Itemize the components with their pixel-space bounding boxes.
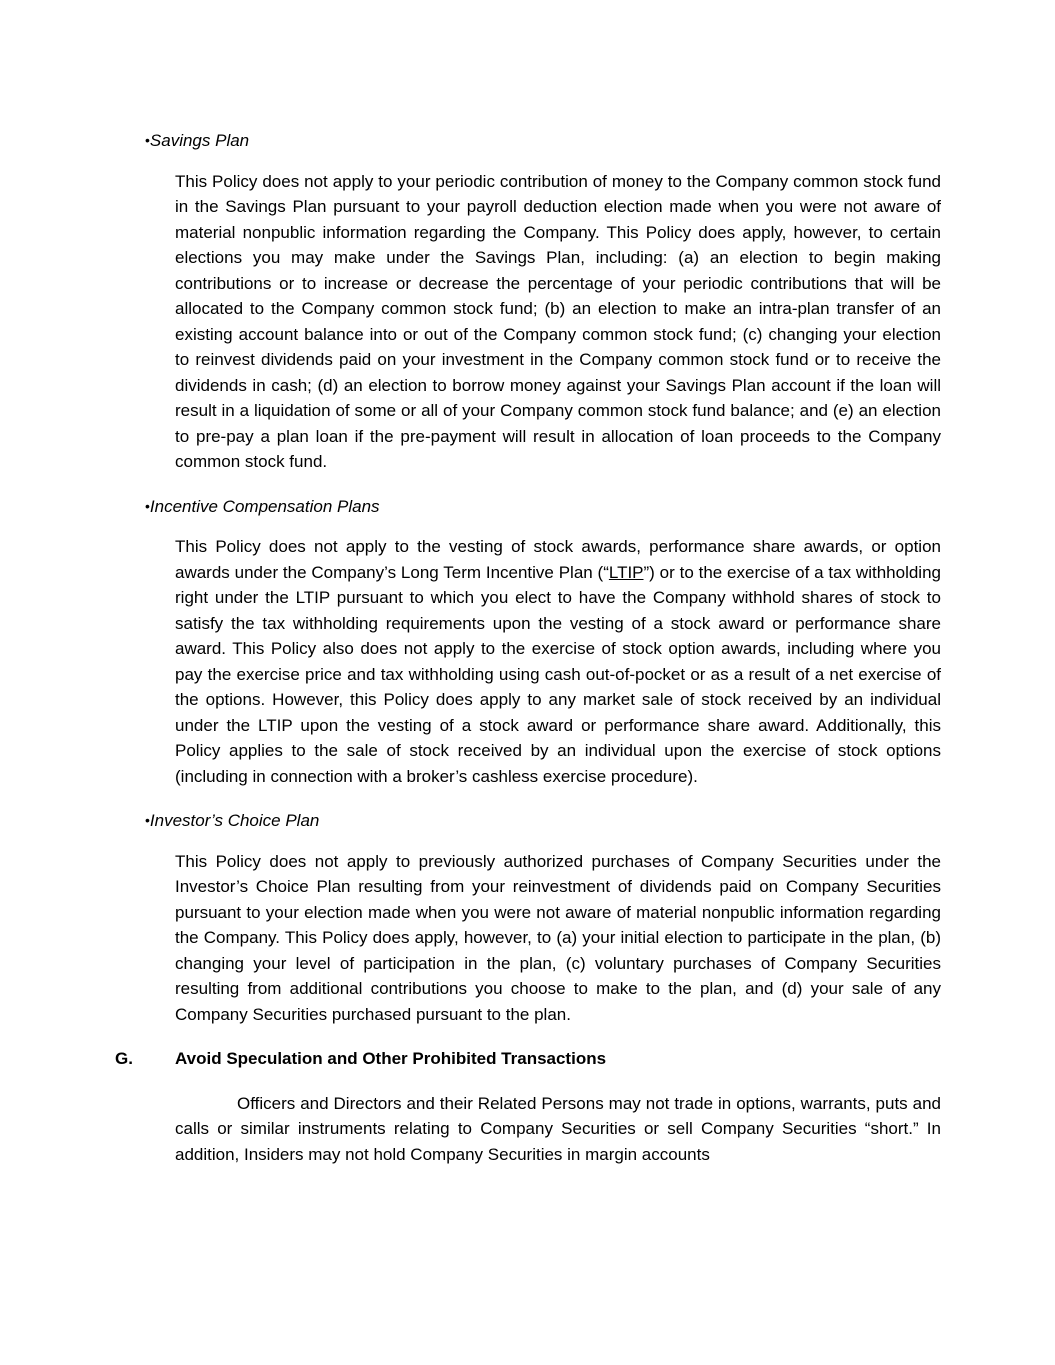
section-letter: G. xyxy=(115,1049,133,1068)
bullet-icon: • xyxy=(145,812,150,828)
bullet-heading-label: Savings Plan xyxy=(149,131,250,150)
paragraph-investors-choice-plan: This Policy does not apply to previously authorized purchases of Company Securities under the Investor’s Choice Plan resulting from your reinvestment of dividends paid on Company Securities pursuant to your election made when you were not aware of material nonpublic information regarding the Company. This Policy does apply, however, to (a) your initial election to participate in the plan, (b) changing your level of participation in the plan, (c) voluntary purchases of Company Securities resulting from additional contributions you choose to make to the plan, and (d) your sale of any Company Securities purchased pursuant to the plan. xyxy=(175,851,941,1024)
bullet-icon: • xyxy=(145,132,150,148)
ltip-defined-term: LTIP xyxy=(608,562,644,582)
paragraph-savings-plan: This Policy does not apply to your periodic contribution of money to the Company common stock fund in the Savings Plan pursuant to your payroll deduction election made when you were not aware of material nonpublic information regarding the Company. This Policy does apply, however, to certain elections you may make under the Savings Plan, including: (a) an election to begin making contributions or to increase or decrease the percentage of your periodic contributions that will be allocated to the Company common stock fund; (b) an election to make an intra-plan transfer of an existing account balance into or out of the Company common stock fund; (c) changing your election to reinvest dividends paid on your investment in the Company common stock fund or to receive the dividends in cash; (d) an election to borrow money against your Savings Plan account if the loan will result in a liquidation of some or all of your Company common stock fund balance; and (e) an election to pre-pay a plan loan if the pre-payment will result in allocation of loan proceeds to the Company common stock fund. xyxy=(175,171,941,471)
bullet-heading-investors-choice-plan xyxy=(115,808,941,834)
paragraph-section-g: Officers and Directors and their Related Persons may not trade in options, warrants, puts and calls or similar instruments relating to Company Securities or sell Company Securities “short.” In addition, Insiders may not hold Company Securities in margin accounts xyxy=(175,1093,941,1164)
paragraph-text-before-ltip: This Policy does not apply to the vesting of stock awards, performance share awards, or option awards under the Company’s Long Term Incentive Plan (“ xyxy=(175,537,941,582)
bullet-heading-label: Investor’s Choice Plan xyxy=(149,811,320,830)
paragraph-text-after-ltip: ”) or to the exercise of a tax withholding right under the LTIP pursuant to which you elect to have the Company withhold shares of stock to satisfy the tax withholding requirements upon the vesting of a stock award or performance share award. This Policy also does not apply to the exercise of stock option awards, including where you pay the exercise price and tax withholding using cash out-of-pocket or as a result of a net exercise of the options. However, this Policy does apply to any market sale of stock received by an individual under the LTIP upon the vesting of a stock award or performance share award. Additionally, this Policy applies to the sale of stock received by an individual upon the exercise of stock options (including in connection with a broker’s cashless exercise procedure). xyxy=(175,562,941,786)
bullet-heading-incentive-plans xyxy=(115,494,941,520)
section-heading-g xyxy=(115,1046,941,1072)
paragraph-incentive-plans xyxy=(175,534,941,789)
bullet-heading-savings-plan xyxy=(115,128,941,154)
bullet-heading-label: Incentive Compensation Plans xyxy=(149,496,380,516)
section-title: Avoid Speculation and Other Prohibited Transactions xyxy=(175,1049,607,1068)
bullet-icon: • xyxy=(145,497,150,514)
